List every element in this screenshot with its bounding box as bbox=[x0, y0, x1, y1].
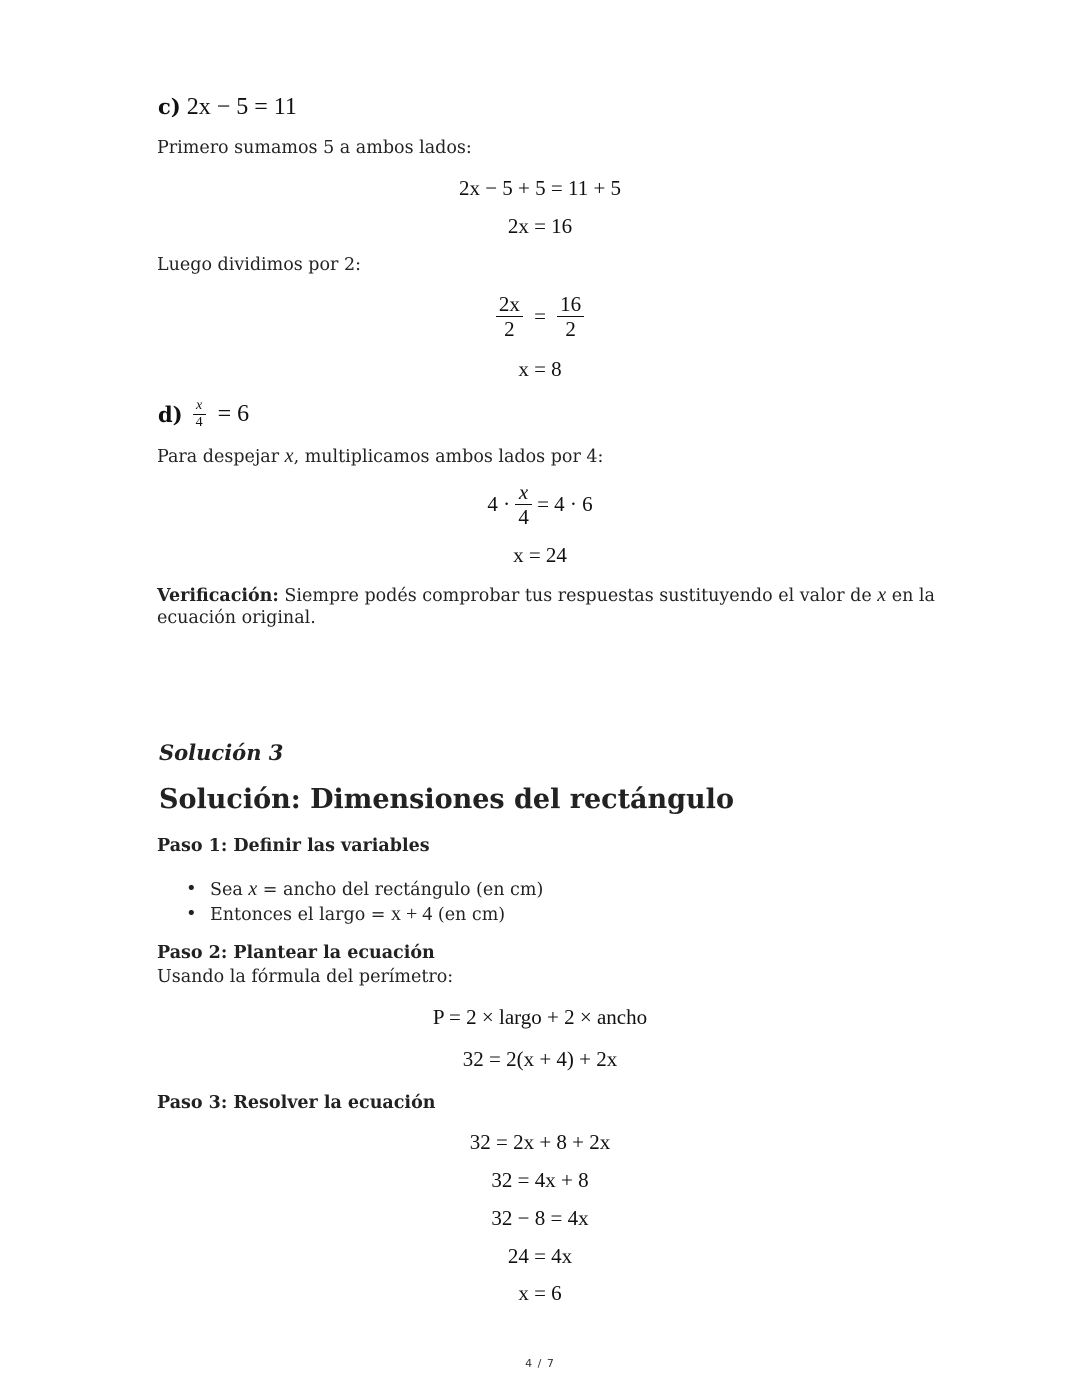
solve-step: 32 − 8 = 4x bbox=[491, 1206, 589, 1230]
part-d-result: x = 24 bbox=[513, 543, 567, 567]
solution3-subtitle: Solución 3 bbox=[159, 740, 284, 765]
solution3-title: Solución: Dimensiones del rectángulo bbox=[159, 784, 734, 815]
part-d-text-var: x bbox=[284, 445, 294, 467]
solve-step: x = 6 bbox=[518, 1281, 562, 1305]
part-c-heading bbox=[158, 94, 297, 121]
verification-label: Verificación: bbox=[157, 586, 279, 606]
part-c-step1-eq1: 2x − 5 + 5 = 11 + 5 bbox=[458, 176, 622, 200]
part-c-step1-text: Primero sumamos 5 a ambos lados: bbox=[157, 138, 472, 158]
perimeter-equation: 32 = 2(x + 4) + 2x bbox=[462, 1047, 618, 1071]
paso3-heading: Paso 3: Resolver la ecuación bbox=[157, 1093, 436, 1113]
perimeter-formula: P = 2 × largo + 2 × ancho bbox=[432, 1005, 648, 1029]
part-d-text: Para despejar x, multiplicamos ambos lados por 4: bbox=[157, 445, 604, 467]
variables-list bbox=[186, 877, 543, 927]
list-item: • Sea x = ancho del rectángulo (en cm) bbox=[186, 877, 543, 902]
paso1-heading: Paso 1: Definir las variables bbox=[157, 836, 430, 856]
page-number: 4 / 7 bbox=[525, 1357, 555, 1370]
part-d-heading bbox=[158, 398, 249, 431]
part-d-eq-fraction: $\frac{x}{4}$ bbox=[515, 480, 532, 529]
part-c-frac-left: $\frac{2x}{2}$ bbox=[496, 292, 523, 341]
list-item: • Entonces el largo = x + 4 (en cm) bbox=[186, 902, 543, 927]
verification-line2: ecuación original. bbox=[157, 608, 316, 628]
solve-step: 32 = 2x + 8 + 2x bbox=[469, 1130, 611, 1154]
part-d-equation-rhs: = 6 bbox=[217, 401, 250, 428]
part-c-step1-eq2: 2x = 16 bbox=[507, 214, 573, 238]
paso2-heading: Paso 2: Plantear la ecuación bbox=[157, 943, 435, 963]
part-c-frac-equals: = bbox=[534, 304, 546, 329]
solve-step: 32 = 4x + 8 bbox=[491, 1168, 589, 1192]
part-c-fraction-equation bbox=[0, 292, 1080, 341]
part-d-fraction: $\frac{x}{4}$ bbox=[193, 398, 206, 431]
paso2-text: Usando la fórmula del perímetro: bbox=[157, 967, 454, 987]
part-c-step2-text: Luego dividimos por 2: bbox=[157, 255, 362, 275]
part-d-label: d) bbox=[158, 402, 183, 428]
part-c-result: x = 8 bbox=[518, 357, 562, 381]
solve-step: 24 = 4x bbox=[507, 1244, 573, 1268]
part-d-multiply-equation: 4 · $\frac{x}{4}$ = 4 · 6 bbox=[487, 480, 593, 530]
part-c-label: c) bbox=[158, 94, 181, 119]
part-c-equation: 2x − 5 = 11 bbox=[186, 94, 297, 120]
part-c-frac-right: $\frac{16}{2}$ bbox=[557, 292, 584, 341]
verification-line1: Verificación: Siempre podés comprobar tus respuestas sustituyendo el valor de x en la bbox=[157, 584, 935, 606]
